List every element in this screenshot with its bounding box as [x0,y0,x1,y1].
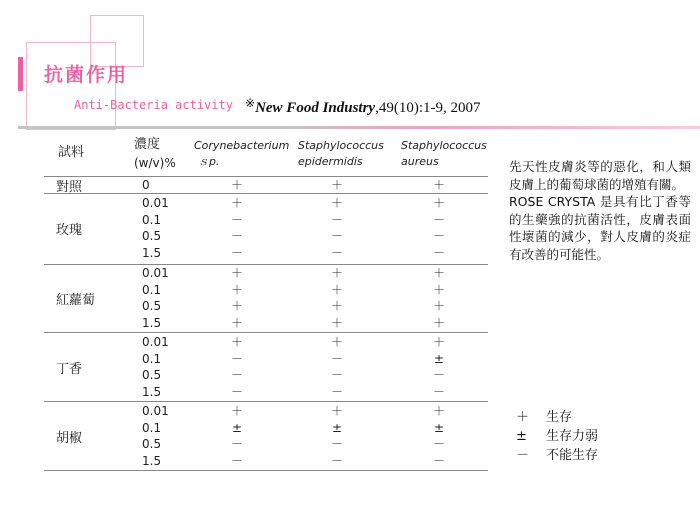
result-symbol: ＋ [330,335,343,349]
result-symbol: － [230,453,243,468]
description-paragraph-1: 先天性皮膚炎等的惡化，和人類皮膚上的葡萄球菌的增殖有關。 [509,159,691,192]
result-symbol: － [432,229,445,244]
result-symbol: － [432,437,445,452]
header-divider [18,126,700,129]
concentration-value: 1.5 [142,453,162,468]
result-symbol: ＋ [432,404,445,418]
header-bacteria-3-line1: Staphylococcus [401,139,487,152]
header-bacteria-2-line2: epidermidis [298,155,363,168]
header-bacteria-1-line2: ｓp. [198,155,220,168]
result-symbol: ＋ [330,299,343,314]
sample-label: 玫瑰 [56,223,83,239]
result-symbol: ＋ [432,196,445,210]
concentration-value: 0 [142,178,150,192]
concentration-value: 0.1 [142,282,162,297]
result-symbol: － [230,368,243,383]
result-symbol: ＋ [230,315,243,330]
sample-label: 丁香 [56,362,83,378]
result-symbol: ＋ [230,266,243,280]
result-symbol: － [432,384,445,399]
legend-text: 生存 [546,410,573,425]
citation [245,96,481,117]
result-symbol: － [230,245,243,260]
result-symbol: ± [231,420,243,435]
header-bacteria-1-line1: Corynebacterium [194,139,290,152]
result-symbol: ＋ [330,196,343,210]
header-conc-line2: (w/v)% [134,156,176,170]
legend-text: 生存力弱 [546,429,599,444]
table-rule [44,193,488,194]
concentration-value: 0.5 [142,299,162,314]
result-symbol: － [432,212,445,227]
result-symbol: － [432,245,445,260]
result-symbol: ＋ [330,266,343,280]
result-symbol: ＋ [330,178,343,192]
description [509,158,691,263]
result-symbol: ＋ [330,282,343,297]
result-symbol: － [432,453,445,468]
result-symbol: － [330,368,343,383]
table-rule [44,470,488,471]
header-bacteria-1 [194,138,289,170]
legend-symbol: ± [516,429,527,444]
result-symbol: － [330,437,343,452]
page-title: 抗菌作用 [44,64,129,86]
concentration-value: 0.1 [142,420,162,435]
legend [516,408,598,465]
result-symbol: ＋ [432,282,445,297]
result-symbol: － [330,229,343,244]
citation-journal: New Food Industry [255,100,376,116]
header-bacteria-2-line1: Staphylococcus [298,139,384,152]
sample-label: 對照 [56,180,83,196]
result-symbol: ＋ [432,266,445,280]
title-accent-bar [18,57,23,91]
header-conc [134,137,176,171]
result-symbol: ＋ [432,315,445,330]
result-symbol: － [230,437,243,452]
concentration-value: 0.5 [142,229,162,244]
legend-item [516,408,598,427]
result-symbol: ＋ [230,299,243,314]
header-sample: 試料 [58,145,85,160]
concentration-value: 0.01 [142,196,169,210]
legend-text: 不能生存 [546,448,599,463]
concentration-value: 0.01 [142,404,169,418]
concentration-value: 1.5 [142,384,162,399]
result-symbol: ＋ [230,282,243,297]
sample-label: 紅蘿蔔 [56,293,96,309]
result-symbol: ＋ [432,178,445,192]
result-symbol: － [230,384,243,399]
result-symbol: ＋ [230,335,243,349]
concentration-value: 0.1 [142,212,162,227]
citation-mark: ※ [245,96,256,110]
result-symbol: ＋ [230,178,243,192]
legend-symbol: ＋ [516,410,530,425]
concentration-value: 0.01 [142,335,169,349]
result-symbol: ± [433,420,445,435]
concentration-value: 1.5 [142,245,162,260]
result-symbol: ＋ [432,335,445,349]
legend-symbol: － [516,448,530,463]
header-conc-line1: 濃度 [134,137,161,152]
concentration-value: 0.5 [142,368,162,383]
description-paragraph-2: ROSE CRYSTA 是具有比丁香等的生藥強的抗菌活性，皮膚表面性壞菌的減少，對人皮膚的炎症有改善的可能性。 [509,194,691,262]
header-bacteria-2 [298,138,384,170]
result-symbol: ＋ [330,404,343,418]
table-rule [44,401,488,402]
legend-item [516,446,598,465]
citation-detail: ,49(10):1-9, 2007 [375,100,481,116]
result-symbol: － [432,368,445,383]
result-symbol: ＋ [432,299,445,314]
concentration-value: 0.5 [142,437,162,452]
result-symbol: － [330,384,343,399]
result-symbol: － [230,212,243,227]
result-symbol: ＋ [230,196,243,210]
result-symbol: － [330,245,343,260]
result-symbol: － [230,351,243,366]
page-subtitle: Anti-Bacteria activity [74,98,233,112]
header-bacteria-3-line2: aureus [401,155,439,168]
legend-item [516,427,598,446]
table-rule [44,264,488,265]
concentration-value: 0.01 [142,266,169,280]
sample-label: 胡椒 [56,431,83,447]
result-symbol: ＋ [230,404,243,418]
table-rule [44,332,488,333]
table-rule [44,176,488,177]
result-symbol: ＋ [330,315,343,330]
result-symbol: ± [433,351,445,366]
result-symbol: － [230,229,243,244]
header-bacteria-3 [401,138,487,170]
result-symbol: － [330,212,343,227]
result-symbol: － [330,351,343,366]
concentration-value: 1.5 [142,315,162,330]
concentration-value: 0.1 [142,351,162,366]
result-symbol: － [330,453,343,468]
result-symbol: ± [331,420,343,435]
